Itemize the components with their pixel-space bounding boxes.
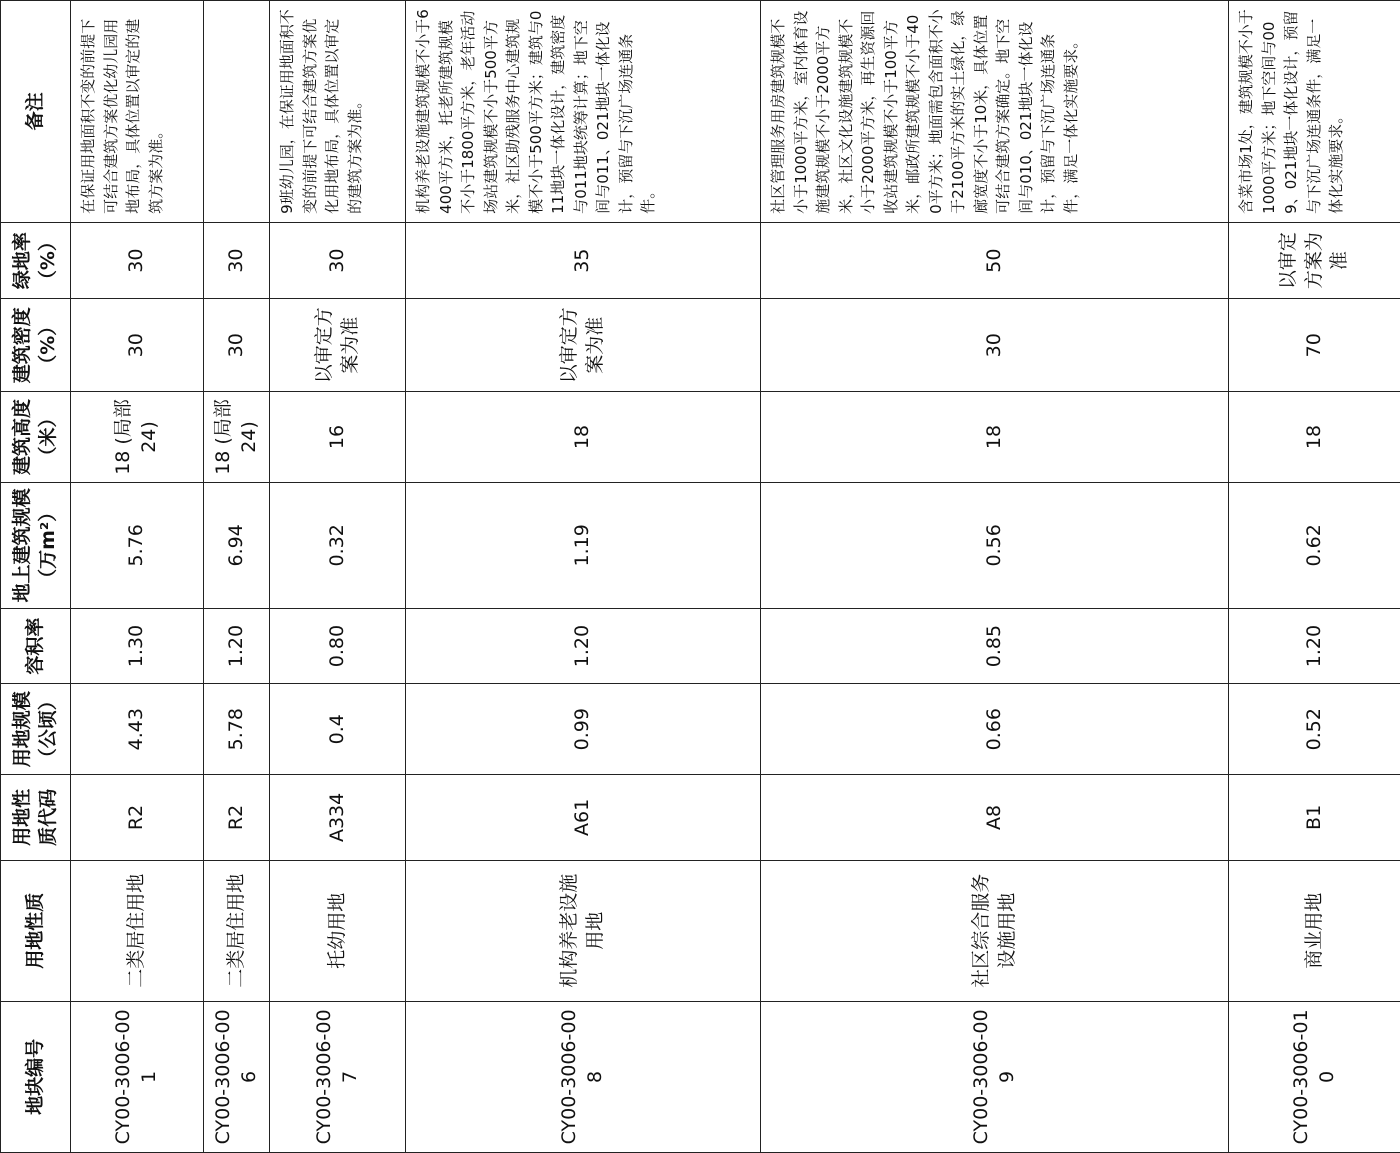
cell-land-use: 机构养老设施用地 [406, 860, 761, 1001]
cell-building-density: 30 [761, 299, 1229, 392]
cell-plot-no: CY00-3006-009 [761, 1001, 1229, 1152]
cell-plot-no: CY00-3006-006 [204, 1001, 270, 1152]
cell-building-height: 16 [270, 392, 406, 483]
cell-land-area: 0.4 [270, 684, 406, 775]
cell-plot-no: CY00-3006-010 [1229, 1001, 1400, 1152]
header-above-ground-area: 地上建筑规模（万m²） [1, 482, 71, 608]
cell-land-use-code: A8 [761, 775, 1229, 861]
cell-green-ratio: 30 [204, 222, 270, 299]
cell-building-density: 70 [1229, 299, 1400, 392]
table-row [1229, 1, 1400, 1153]
cell-green-ratio: 50 [761, 222, 1229, 299]
cell-far: 1.20 [1229, 608, 1400, 684]
table-row [761, 1, 1229, 1153]
cell-land-use-code: A61 [406, 775, 761, 861]
cell-far: 0.85 [761, 608, 1229, 684]
cell-far: 1.20 [204, 608, 270, 684]
cell-plot-no: CY00-3006-008 [406, 1001, 761, 1152]
cell-building-density: 30 [71, 299, 204, 392]
cell-green-ratio: 以审定方案为准 [1229, 222, 1400, 299]
header-green-ratio: 绿地率（%） [1, 222, 71, 299]
cell-land-area: 4.43 [71, 684, 204, 775]
cell-building-height: 18 [1229, 392, 1400, 483]
cell-green-ratio: 30 [270, 222, 406, 299]
header-remarks: 备注 [1, 1, 71, 223]
cell-land-use: 二类居住用地 [71, 860, 204, 1001]
cell-land-area: 0.52 [1229, 684, 1400, 775]
cell-plot-no: CY00-3006-001 [71, 1001, 204, 1152]
cell-above-ground-area: 6.94 [204, 482, 270, 608]
cell-building-height: 18 [406, 392, 761, 483]
cell-land-use-code: R2 [71, 775, 204, 861]
header-land-area: 用地规模（公顷） [1, 684, 71, 775]
cell-green-ratio: 30 [71, 222, 204, 299]
cell-land-area: 0.99 [406, 684, 761, 775]
cell-land-use-code: R2 [204, 775, 270, 861]
cell-remarks: 社区管理服务用房建筑规模不小于1000平方米，室内体育设施建筑规模不小于2000平方米，社区文化设施建筑规模不小于2000平方米，再生资源回收站建筑规模不小于100平方米，邮政所建筑规模不小于400平方米；地面需包含面积不小于2100平方米的实土绿化，绿廊宽度不小于10米，具体位置可结合建筑方案确定。地下空间与010、021地块一体化设计，预留与下沉广场连通条件，满足一体化实施要求。 [761, 1, 1229, 223]
cell-building-height: 18 (局部24) [71, 392, 204, 483]
table-row [270, 1, 406, 1153]
cell-far: 1.20 [406, 608, 761, 684]
cell-remarks: 含菜市场1处，建筑规模不小于1000平方米；地下空间与009、021地块一体化设计，预留与下沉广场连通条件，满足一体化实施要求。 [1229, 1, 1400, 223]
cell-building-density: 30 [204, 299, 270, 392]
cell-land-use-code: A334 [270, 775, 406, 861]
cell-green-ratio: 35 [406, 222, 761, 299]
cell-building-height: 18 (局部24) [204, 392, 270, 483]
cell-building-density: 以审定方案为准 [406, 299, 761, 392]
cell-building-density: 以审定方案为准 [270, 299, 406, 392]
table-row [204, 1, 270, 1153]
cell-land-area: 5.78 [204, 684, 270, 775]
cell-remarks: 在保证用地面积不变的前提下可结合建筑方案优化幼儿园用地布局，具体位置以审定的建筑方案为准。 [71, 1, 204, 223]
cell-above-ground-area: 1.19 [406, 482, 761, 608]
header-land-use-code: 用地性质代码 [1, 775, 71, 861]
cell-remarks: 9班幼儿园，在保证用地面积不变的前提下可结合建筑方案优化用地布局，具体位置以审定的建筑方案为准。 [270, 1, 406, 223]
table-row [71, 1, 204, 1153]
header-plot-no: 地块编号 [1, 1001, 71, 1152]
cell-remarks [204, 1, 270, 223]
header-building-height: 建筑高度（米） [1, 392, 71, 483]
cell-plot-no: CY00-3006-007 [270, 1001, 406, 1152]
cell-land-area: 0.66 [761, 684, 1229, 775]
table-row [406, 1, 761, 1153]
cell-land-use: 社区综合服务设施用地 [761, 860, 1229, 1001]
header-row [1, 1, 71, 1153]
cell-land-use: 商业用地 [1229, 860, 1400, 1001]
cell-land-use-code: B1 [1229, 775, 1400, 861]
header-far: 容积率 [1, 608, 71, 684]
cell-above-ground-area: 0.32 [270, 482, 406, 608]
header-land-use: 用地性质 [1, 860, 71, 1001]
cell-above-ground-area: 0.56 [761, 482, 1229, 608]
cell-above-ground-area: 5.76 [71, 482, 204, 608]
cell-far: 1.30 [71, 608, 204, 684]
header-building-density: 建筑密度（%） [1, 299, 71, 392]
cell-far: 0.80 [270, 608, 406, 684]
cell-remarks: 机构养老设施建筑规模不小于6400平方米，托老所建筑规模不小于1800平方米，老年活动场站建筑规模不小于500平方米，社区助残服务中心建筑规模不小于500平方米；建筑与011地块一体化设计，建筑密度与011地块统筹计算；地下空间与011、021地块一体化设计，预留与下沉广场连通条件。 [406, 1, 761, 223]
cell-land-use: 二类居住用地 [204, 860, 270, 1001]
cell-building-height: 18 [761, 392, 1229, 483]
cell-land-use: 托幼用地 [270, 860, 406, 1001]
cell-above-ground-area: 0.62 [1229, 482, 1400, 608]
